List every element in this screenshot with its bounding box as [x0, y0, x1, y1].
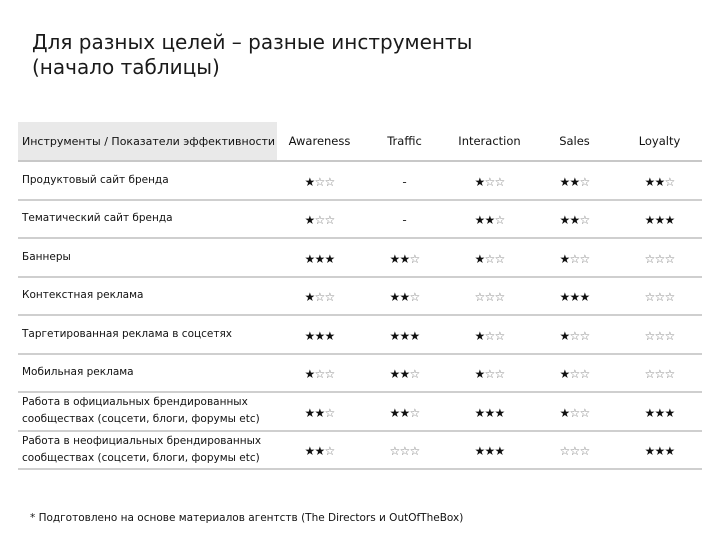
rating-cell [532, 354, 617, 393]
rating-cell [447, 354, 532, 393]
filled-star-icon: ★ [484, 213, 496, 228]
filled-star-icon: ★ [304, 251, 316, 266]
no-rating-dash: - [402, 213, 407, 228]
rating-cell [447, 238, 532, 277]
empty-star-icon: ☆ [389, 444, 401, 459]
filled-star-icon: ★ [399, 405, 411, 420]
filled-star-icon: ★ [304, 328, 316, 343]
empty-star-icon: ☆ [324, 174, 336, 189]
empty-star-icon: ☆ [474, 290, 486, 305]
star-rating [560, 252, 590, 266]
empty-star-icon: ☆ [409, 251, 421, 266]
rating-cell [362, 392, 447, 431]
filled-star-icon: ★ [559, 328, 571, 343]
slide-title [32, 30, 592, 80]
star-rating [560, 290, 590, 304]
empty-star-icon: ☆ [314, 290, 326, 305]
star-rating [305, 367, 335, 381]
empty-star-icon: ☆ [664, 174, 676, 189]
filled-star-icon: ★ [654, 213, 666, 228]
empty-star-icon: ☆ [654, 251, 666, 266]
empty-star-icon: ☆ [314, 174, 326, 189]
filled-star-icon: ★ [654, 444, 666, 459]
filled-star-icon: ★ [474, 405, 486, 420]
empty-star-icon: ☆ [654, 290, 666, 305]
star-rating [475, 444, 505, 458]
empty-star-icon: ☆ [579, 251, 591, 266]
star-rating [560, 213, 590, 227]
filled-star-icon: ★ [569, 213, 581, 228]
rating-cell [617, 238, 702, 277]
empty-star-icon: ☆ [484, 174, 496, 189]
filled-star-icon: ★ [644, 444, 656, 459]
filled-star-icon: ★ [494, 405, 506, 420]
star-rating [645, 329, 675, 343]
rating-cell [532, 277, 617, 316]
rating-cell [277, 200, 362, 239]
rating-cell [617, 392, 702, 431]
filled-star-icon: ★ [559, 290, 571, 305]
header-tools-metrics: Инструменты / Показатели эффективности [18, 122, 277, 161]
rating-cell [532, 161, 617, 200]
rating-cell [277, 354, 362, 393]
empty-star-icon: ☆ [314, 213, 326, 228]
header-loyalty: Loyalty [617, 122, 702, 161]
empty-star-icon: ☆ [579, 405, 591, 420]
filled-star-icon: ★ [559, 174, 571, 189]
filled-star-icon: ★ [314, 251, 326, 266]
filled-star-icon: ★ [559, 405, 571, 420]
filled-star-icon: ★ [409, 328, 421, 343]
star-rating [475, 406, 505, 420]
rating-cell [447, 161, 532, 200]
star-rating [645, 252, 675, 266]
tool-name-cell: Тематический сайт бренда [18, 200, 277, 239]
empty-star-icon: ☆ [579, 444, 591, 459]
empty-star-icon: ☆ [409, 444, 421, 459]
empty-star-icon: ☆ [579, 174, 591, 189]
filled-star-icon: ★ [399, 290, 411, 305]
empty-star-icon: ☆ [559, 444, 571, 459]
rating-cell [617, 315, 702, 354]
empty-star-icon: ☆ [494, 174, 506, 189]
rating-cell [532, 238, 617, 277]
filled-star-icon: ★ [654, 174, 666, 189]
empty-star-icon: ☆ [494, 251, 506, 266]
rating-cell [277, 431, 362, 470]
filled-star-icon: ★ [559, 367, 571, 382]
rating-cell [277, 392, 362, 431]
filled-star-icon: ★ [579, 290, 591, 305]
table-body [18, 161, 702, 469]
empty-star-icon: ☆ [569, 444, 581, 459]
rating-cell [362, 161, 447, 200]
star-rating [305, 175, 335, 189]
empty-star-icon: ☆ [644, 251, 656, 266]
filled-star-icon: ★ [314, 405, 326, 420]
rating-cell [617, 277, 702, 316]
filled-star-icon: ★ [664, 213, 676, 228]
filled-star-icon: ★ [389, 328, 401, 343]
star-rating [305, 290, 335, 304]
empty-star-icon: ☆ [644, 367, 656, 382]
tool-name-cell: Таргетированная реклама в соцсетях [18, 315, 277, 354]
filled-star-icon: ★ [474, 367, 486, 382]
tool-name-cell: Продуктовый сайт бренда [18, 161, 277, 200]
tool-name-cell: Баннеры [18, 238, 277, 277]
star-rating [645, 175, 675, 189]
star-rating [645, 367, 675, 381]
rating-cell [617, 200, 702, 239]
filled-star-icon: ★ [484, 444, 496, 459]
rating-cell [617, 431, 702, 470]
filled-star-icon: ★ [314, 444, 326, 459]
star-rating [475, 252, 505, 266]
rating-cell [362, 431, 447, 470]
empty-star-icon: ☆ [324, 367, 336, 382]
star-rating [305, 444, 335, 458]
star-rating [305, 252, 335, 266]
tool-name-cell: Работа в неофициальных брендированных сообществах (соцсети, блоги, форумы etc) [18, 431, 277, 470]
footnote: * Подготовлено на основе материалов агентств (The Directors и OutOfTheBox) [30, 512, 464, 524]
filled-star-icon: ★ [644, 213, 656, 228]
filled-star-icon: ★ [304, 213, 316, 228]
filled-star-icon: ★ [644, 174, 656, 189]
table-row [18, 315, 702, 354]
empty-star-icon: ☆ [644, 328, 656, 343]
star-rating [645, 406, 675, 420]
empty-star-icon: ☆ [494, 213, 506, 228]
star-rating [645, 290, 675, 304]
star-rating [305, 213, 335, 227]
rating-cell [362, 354, 447, 393]
empty-star-icon: ☆ [579, 328, 591, 343]
empty-star-icon: ☆ [324, 444, 336, 459]
header-traffic: Traffic [362, 122, 447, 161]
tool-name-cell: Мобильная реклама [18, 354, 277, 393]
star-rating [560, 175, 590, 189]
filled-star-icon: ★ [474, 213, 486, 228]
empty-star-icon: ☆ [409, 405, 421, 420]
table-row [18, 277, 702, 316]
filled-star-icon: ★ [494, 444, 506, 459]
star-rating [390, 444, 420, 458]
rating-cell [447, 431, 532, 470]
empty-star-icon: ☆ [314, 367, 326, 382]
star-rating [390, 290, 420, 304]
filled-star-icon: ★ [389, 290, 401, 305]
empty-star-icon: ☆ [409, 290, 421, 305]
filled-star-icon: ★ [399, 251, 411, 266]
empty-star-icon: ☆ [484, 251, 496, 266]
empty-star-icon: ☆ [664, 328, 676, 343]
empty-star-icon: ☆ [494, 328, 506, 343]
empty-star-icon: ☆ [579, 213, 591, 228]
filled-star-icon: ★ [324, 328, 336, 343]
tool-name-cell: Работа в официальных брендированных сообществах (соцсети, блоги, форумы etc) [18, 392, 277, 431]
star-rating [645, 444, 675, 458]
rating-cell [362, 200, 447, 239]
filled-star-icon: ★ [474, 444, 486, 459]
star-rating [390, 367, 420, 381]
star-rating [305, 406, 335, 420]
star-rating [475, 175, 505, 189]
star-rating [560, 444, 590, 458]
filled-star-icon: ★ [664, 444, 676, 459]
empty-star-icon: ☆ [664, 290, 676, 305]
star-rating [560, 406, 590, 420]
filled-star-icon: ★ [474, 174, 486, 189]
empty-star-icon: ☆ [484, 290, 496, 305]
rating-cell [362, 277, 447, 316]
star-rating [475, 367, 505, 381]
rating-cell [362, 238, 447, 277]
rating-cell [617, 354, 702, 393]
rating-cell [617, 161, 702, 200]
empty-star-icon: ☆ [484, 328, 496, 343]
filled-star-icon: ★ [304, 405, 316, 420]
filled-star-icon: ★ [389, 367, 401, 382]
filled-star-icon: ★ [399, 367, 411, 382]
star-rating [475, 213, 505, 227]
star-rating [475, 290, 505, 304]
filled-star-icon: ★ [664, 405, 676, 420]
header-interaction: Interaction [447, 122, 532, 161]
empty-star-icon: ☆ [569, 251, 581, 266]
table-row [18, 161, 702, 200]
filled-star-icon: ★ [569, 174, 581, 189]
no-rating-dash: - [402, 174, 407, 189]
filled-star-icon: ★ [559, 251, 571, 266]
rating-cell [447, 200, 532, 239]
title-line-1: Для разных целей – разные инструменты [32, 30, 473, 54]
star-rating [560, 329, 590, 343]
rating-cell [447, 315, 532, 354]
table-row [18, 392, 702, 431]
star-rating [645, 213, 675, 227]
empty-star-icon: ☆ [569, 367, 581, 382]
filled-star-icon: ★ [484, 405, 496, 420]
title-line-2: (начало таблицы) [32, 55, 220, 79]
rating-cell [532, 315, 617, 354]
empty-star-icon: ☆ [399, 444, 411, 459]
table-row [18, 200, 702, 239]
header-sales: Sales [532, 122, 617, 161]
table-row [18, 238, 702, 277]
rating-cell [277, 277, 362, 316]
filled-star-icon: ★ [644, 405, 656, 420]
empty-star-icon: ☆ [569, 405, 581, 420]
empty-star-icon: ☆ [494, 367, 506, 382]
empty-star-icon: ☆ [579, 367, 591, 382]
empty-star-icon: ☆ [324, 405, 336, 420]
rating-cell [532, 392, 617, 431]
star-rating [475, 329, 505, 343]
rating-cell [447, 392, 532, 431]
effectiveness-table [18, 122, 702, 470]
rating-cell [447, 277, 532, 316]
filled-star-icon: ★ [569, 290, 581, 305]
filled-star-icon: ★ [559, 213, 571, 228]
rating-cell [277, 238, 362, 277]
tool-name-cell: Контекстная реклама [18, 277, 277, 316]
filled-star-icon: ★ [389, 405, 401, 420]
empty-star-icon: ☆ [644, 290, 656, 305]
filled-star-icon: ★ [304, 174, 316, 189]
filled-star-icon: ★ [389, 251, 401, 266]
star-rating [305, 329, 335, 343]
star-rating [390, 406, 420, 420]
table-header-row [18, 122, 702, 161]
filled-star-icon: ★ [474, 251, 486, 266]
filled-star-icon: ★ [324, 251, 336, 266]
star-rating [390, 329, 420, 343]
empty-star-icon: ☆ [664, 367, 676, 382]
empty-star-icon: ☆ [664, 251, 676, 266]
rating-cell [277, 161, 362, 200]
filled-star-icon: ★ [399, 328, 411, 343]
empty-star-icon: ☆ [324, 213, 336, 228]
filled-star-icon: ★ [304, 290, 316, 305]
empty-star-icon: ☆ [324, 290, 336, 305]
filled-star-icon: ★ [304, 367, 316, 382]
empty-star-icon: ☆ [409, 367, 421, 382]
rating-cell [532, 200, 617, 239]
table-row [18, 354, 702, 393]
header-awareness: Awareness [277, 122, 362, 161]
rating-cell [532, 431, 617, 470]
filled-star-icon: ★ [314, 328, 326, 343]
empty-star-icon: ☆ [569, 328, 581, 343]
table-row [18, 431, 702, 470]
empty-star-icon: ☆ [484, 367, 496, 382]
empty-star-icon: ☆ [654, 367, 666, 382]
empty-star-icon: ☆ [494, 290, 506, 305]
filled-star-icon: ★ [304, 444, 316, 459]
filled-star-icon: ★ [654, 405, 666, 420]
effectiveness-table-container [18, 122, 702, 470]
filled-star-icon: ★ [474, 328, 486, 343]
rating-cell [362, 315, 447, 354]
star-rating [390, 252, 420, 266]
star-rating [560, 367, 590, 381]
rating-cell [277, 315, 362, 354]
empty-star-icon: ☆ [654, 328, 666, 343]
